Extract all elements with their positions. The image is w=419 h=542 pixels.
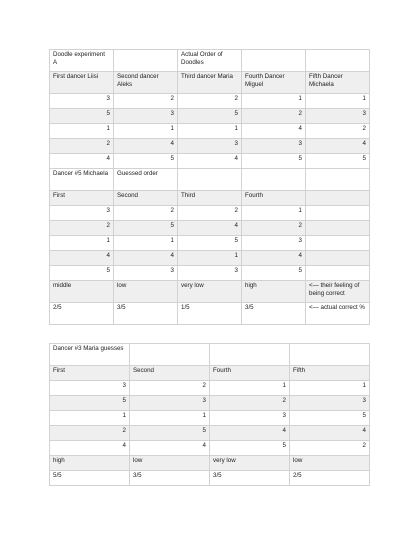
table-title-row [50,344,370,366]
table-cell: 3 [242,236,306,251]
table-cell: 3 [210,411,290,426]
table-cell: 3 [50,94,114,109]
table-cell: 4 [114,251,178,266]
table-cell: 4 [130,441,210,456]
feeling-row [50,456,370,471]
table-cell: 1 [210,381,290,396]
maria-guesses-table [49,343,370,486]
table-cell: 4 [306,139,370,154]
correct-row [50,471,370,486]
table-cell: 2 [178,94,242,109]
table-row [50,221,370,236]
table-cell: 5 [178,236,242,251]
table-cell: 5 [50,266,114,281]
feeling-cell: high [50,456,130,471]
table-cell: 3 [290,396,370,411]
doodle-experiment-table [49,49,370,325]
correct-cell: 2/5 [290,471,370,486]
table-cell: 3 [242,139,306,154]
feeling-cell: middle [50,281,114,303]
correct-note: <— actual correct % [306,303,370,325]
table-cell: 2 [242,221,306,236]
table-cell: 2 [114,206,178,221]
correct-row [50,303,370,325]
table-cell: 2 [50,426,130,441]
table-cell: 5 [50,396,130,411]
header-row [50,191,370,206]
table-cell: 1 [50,124,114,139]
table-title: Doodle experiment A [50,50,114,72]
table-row [50,154,370,169]
column-header: First [50,366,130,381]
table-cell: 1 [178,124,242,139]
table-cell: 3 [50,381,130,396]
table-cell [306,206,370,221]
table-row [50,396,370,411]
table-cell: 1 [290,381,370,396]
table-cell: 1 [242,94,306,109]
table-title-row [50,50,370,72]
table-cell: 4 [178,221,242,236]
table-cell: 5 [114,221,178,236]
column-header: Second dancer Aleks [114,72,178,94]
table-cell: 1 [114,236,178,251]
table-row [50,426,370,441]
table-cell: 4 [290,426,370,441]
table-title: Dancer #3 Maria guesses [50,344,130,366]
table-cell: 3 [114,266,178,281]
column-header: Second [114,191,178,206]
guessed-order-label: Guessed order [114,169,178,191]
table-row [50,381,370,396]
correct-cell: 3/5 [114,303,178,325]
correct-cell: 1/5 [178,303,242,325]
dancer-name: Dancer #5 Michaela [50,169,114,191]
table-cell: 3 [306,109,370,124]
column-header: Fourth [242,191,306,206]
table-cell: 4 [178,154,242,169]
table-cell: 1 [242,206,306,221]
table-row [50,94,370,109]
column-header: Second [130,366,210,381]
table-cell: 5 [210,441,290,456]
table-cell: 3 [50,206,114,221]
table-row [50,124,370,139]
actual-order-label: Actual Order of Doodles [178,50,242,72]
feeling-cell: low [130,456,210,471]
table-cell [306,221,370,236]
table-cell: 1 [130,411,210,426]
column-header: First [50,191,114,206]
column-header: Fifth Dancer Michaela [306,72,370,94]
column-header: Fifth [290,366,370,381]
table-cell: 1 [50,236,114,251]
table-cell: 1 [114,124,178,139]
column-header: Third [178,191,242,206]
table-cell: 4 [242,124,306,139]
table-cell: 2 [114,94,178,109]
table-cell: 2 [50,139,114,154]
correct-cell: 2/5 [50,303,114,325]
table-row [50,206,370,221]
correct-cell: 3/5 [130,471,210,486]
table-cell: 2 [130,381,210,396]
feeling-cell: low [290,456,370,471]
table-cell [306,266,370,281]
table-cell: 5 [242,266,306,281]
table-row [50,139,370,154]
feeling-cell: very low [210,456,290,471]
table-cell: 5 [306,154,370,169]
table-cell: 2 [210,396,290,411]
table-row [50,411,370,426]
table-row [50,441,370,456]
table-cell: 5 [50,109,114,124]
table-row [50,266,370,281]
table-cell: 2 [290,441,370,456]
table-cell: 4 [210,426,290,441]
correct-cell: 3/5 [210,471,290,486]
table-cell: 3 [114,109,178,124]
table-cell: 5 [130,426,210,441]
table-cell [306,236,370,251]
table-cell: 3 [178,139,242,154]
guess-title-row [50,169,370,191]
column-header: Fourth Dancer Miguel [242,72,306,94]
feeling-cell: high [242,281,306,303]
table-cell: 5 [242,154,306,169]
table-row [50,109,370,124]
header-row [50,366,370,381]
column-header: Fourth [210,366,290,381]
table-cell: 2 [50,221,114,236]
feeling-note: <— their feeling of being correct [306,281,370,303]
table-cell: 5 [178,109,242,124]
feeling-cell: low [114,281,178,303]
feeling-cell: very low [178,281,242,303]
table-row [50,236,370,251]
table-cell: 1 [178,251,242,266]
table-cell: 2 [306,124,370,139]
correct-cell: 3/5 [242,303,306,325]
correct-cell: 5/5 [50,471,130,486]
table-cell: 3 [130,396,210,411]
feeling-row [50,281,370,303]
table-cell: 4 [242,251,306,266]
table-cell: 4 [114,139,178,154]
column-header: First dancer Liisi [50,72,114,94]
column-header: Third dancer Maria [178,72,242,94]
column-header [306,191,370,206]
table-cell: 5 [114,154,178,169]
table-cell: 1 [50,411,130,426]
table-cell: 2 [242,109,306,124]
table-cell: 4 [50,251,114,266]
table-cell: 4 [50,441,130,456]
header-row [50,72,370,94]
table-cell: 1 [306,94,370,109]
table-cell [306,251,370,266]
table-row [50,251,370,266]
table-cell: 3 [178,266,242,281]
table-cell: 4 [50,154,114,169]
table-cell: 2 [178,206,242,221]
table-cell: 5 [290,411,370,426]
